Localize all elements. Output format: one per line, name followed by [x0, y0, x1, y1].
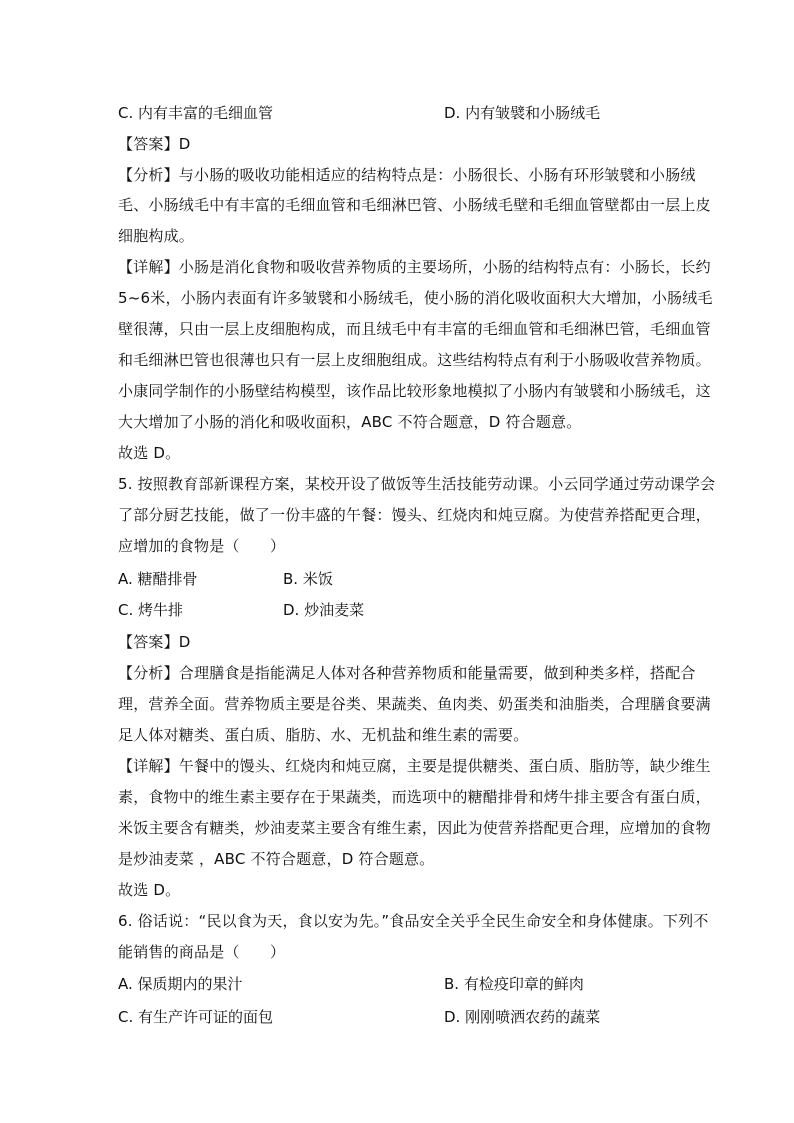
q5-option-a: A. 糖醋排骨 [118, 570, 198, 588]
q4-analysis-line: 【分析】与小肠的吸收功能相适应的结构特点是：小肠很长、小肠有环形皱襞和小肠绒 [118, 166, 696, 184]
q6-stem-line: 能销售的商品是（ ） [118, 943, 286, 961]
q5-stem-line: 应增加的食物是（ ） [118, 537, 286, 555]
q5-detail-line: 素，食物中的维生素主要存在于果蔬类，而选项中的糖醋排骨和烤牛排主要含有蛋白质， [118, 788, 711, 806]
q5-conclusion: 故选 D。 [118, 881, 181, 899]
q4-detail-line: 小康同学制作的小肠壁结构模型，该作品比较形象地模拟了小肠内有皱襞和小肠绒毛，这 [118, 382, 711, 400]
q5-stem-line: 5. 按照教育部新课程方案，某校开设了做饭等生活技能劳动课。小云同学通过劳动课学会 [118, 475, 716, 493]
q4-option-d: D. 内有皱襞和小肠绒毛 [444, 104, 601, 122]
q5-option-c: C. 烤牛排 [118, 601, 184, 619]
q4-detail-line: 和毛细淋巴管也很薄也只有一层上皮细胞组成。这些结构特点有利于小肠吸收营养物质。 [118, 351, 711, 369]
q5-option-b: B. 米饭 [283, 570, 333, 588]
q6-option-d: D. 刚刚喷洒农药的蔬菜 [444, 1008, 601, 1026]
q5-detail-line: 是炒油麦菜 ，ABC 不符合题意，D 符合题意。 [118, 850, 435, 868]
q6-option-b: B. 有检疫印章的鲜肉 [444, 975, 584, 993]
q4-analysis-line: 毛、小肠绒毛中有丰富的毛细血管和毛细淋巴管、小肠绒毛壁和毛细血管壁都由一层上皮 [118, 196, 711, 214]
q5-analysis-line: 理，营养全面。营养物质主要是谷类、果蔬类、鱼肉类、奶蛋类和油脂类，合理膳食要满 [118, 695, 711, 713]
q4-detail-line: 【详解】小肠是消化食物和吸收营养物质的主要场所，小肠的结构特点有：小肠长，长约 [118, 258, 711, 276]
q5-stem-line: 了部分厨艺技能，做了一份丰盛的午餐：馒头、红烧肉和炖豆腐。为使营养搭配更合理， [118, 506, 711, 524]
q5-analysis-line: 足人体对糖类、蛋白质、脂肪、水、无机盐和维生素的需要。 [118, 726, 529, 744]
q5-analysis-line: 【分析】合理膳食是指能满足人体对各种营养物质和能量需要，做到种类多样，搭配合 [118, 664, 696, 682]
q4-detail-line: 5~6米，小肠内表面有许多皱襞和小肠绒毛，使小肠的消化吸收面积大大增加，小肠绒毛 [118, 289, 713, 307]
q4-analysis-line: 细胞构成。 [118, 227, 195, 245]
q4-detail-line: 大大增加了小肠的消化和吸收面积，ABC 不符合题意，D 符合题意。 [118, 413, 582, 431]
q5-option-d: D. 炒油麦菜 [283, 601, 365, 619]
q5-answer: 【答案】D [118, 633, 191, 651]
q6-option-c: C. 有生产许可证的面包 [118, 1008, 274, 1026]
q4-option-c: C. 内有丰富的毛细血管 [118, 104, 274, 122]
q4-answer: 【答案】D [118, 135, 191, 153]
q4-conclusion: 故选 D。 [118, 444, 181, 462]
q6-stem-line: 6. 俗话说：“民以食为天，食以安为先。”食品安全关乎全民生命安全和身体健康。下列不 [118, 912, 709, 930]
q5-detail-line: 【详解】午餐中的馒头、红烧肉和炖豆腐，主要是提供糖类、蛋白质、脂肪等，缺少维生 [118, 757, 711, 775]
q5-detail-line: 米饭主要含有糖类，炒油麦菜主要含有维生素，因此为使营养搭配更合理，应增加的食物 [118, 819, 711, 837]
q6-option-a: A. 保质期内的果汁 [118, 975, 243, 993]
q4-detail-line: 壁很薄，只由一层上皮细胞构成，而且绒毛中有丰富的毛细血管和毛细淋巴管，毛细血管 [118, 320, 711, 338]
